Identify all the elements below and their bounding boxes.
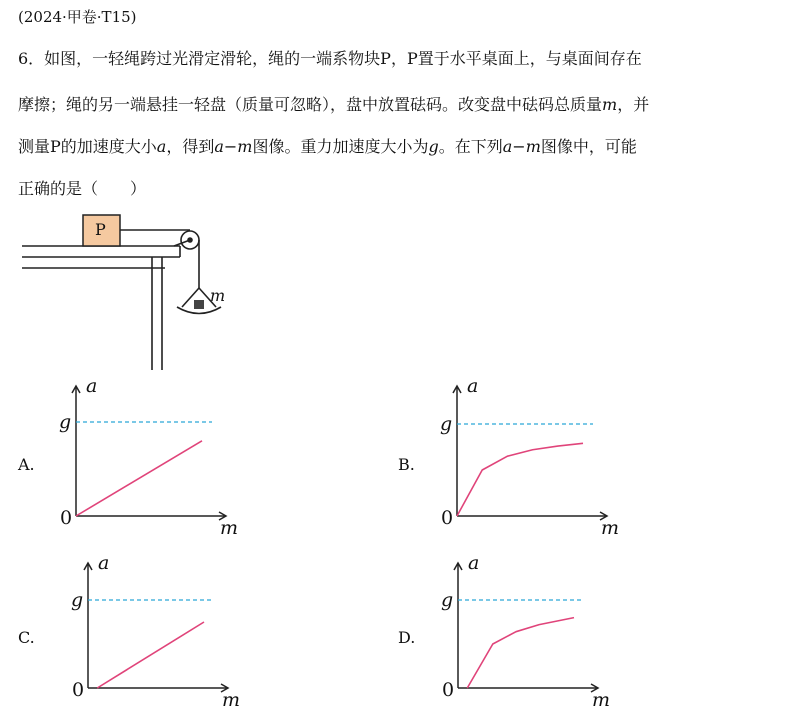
g-label: g <box>59 411 72 433</box>
y-axis-label: a <box>467 375 479 397</box>
question-line-2: 摩擦；绳的另一端悬挂一轻盘（质量可忽略），盘中放置砝码。改变盘中砝码总质量m，并 <box>18 95 650 114</box>
source-tag: (2024·甲卷·T15) <box>18 8 137 26</box>
x-axis-label: m <box>220 517 239 539</box>
block-label: P <box>95 220 106 239</box>
y-axis-label: a <box>468 552 480 574</box>
x-axis-label: m <box>222 689 241 711</box>
a-m-curve <box>97 622 204 688</box>
g-label: g <box>71 589 84 611</box>
a-m-curve <box>457 443 583 516</box>
option-a-label[interactable]: A. <box>18 455 35 474</box>
g-label: g <box>440 413 453 435</box>
mass-label: m <box>210 286 226 305</box>
option-c-label[interactable]: C. <box>18 628 35 647</box>
x-axis-label: m <box>592 689 611 711</box>
origin-label: 0 <box>60 507 73 529</box>
question-line-4: 正确的是（ ） <box>18 179 147 198</box>
origin-label: 0 <box>441 507 454 529</box>
origin-label: 0 <box>442 679 455 701</box>
y-axis-label: a <box>86 375 98 397</box>
option-d-label[interactable]: D. <box>398 628 416 647</box>
a-m-curve <box>76 441 202 516</box>
graph-c <box>71 552 240 711</box>
graph-a <box>59 375 238 539</box>
y-axis-label: a <box>98 552 110 574</box>
option-b-label[interactable]: B. <box>398 455 415 474</box>
graph-d <box>441 552 610 711</box>
graph-b <box>440 375 619 539</box>
origin-label: 0 <box>72 679 85 701</box>
question-line-1: 6．如图，一轻绳跨过光滑定滑轮，绳的一端系物块P，P置于水平桌面上，与桌面间存在 <box>18 49 642 68</box>
a-m-curve <box>467 618 574 688</box>
question-line-3: 测量P的加速度大小a，得到a−m图像。重力加速度大小为g。在下列a−m图像中，可能 <box>18 137 637 156</box>
x-axis-label: m <box>601 517 620 539</box>
g-label: g <box>441 589 454 611</box>
